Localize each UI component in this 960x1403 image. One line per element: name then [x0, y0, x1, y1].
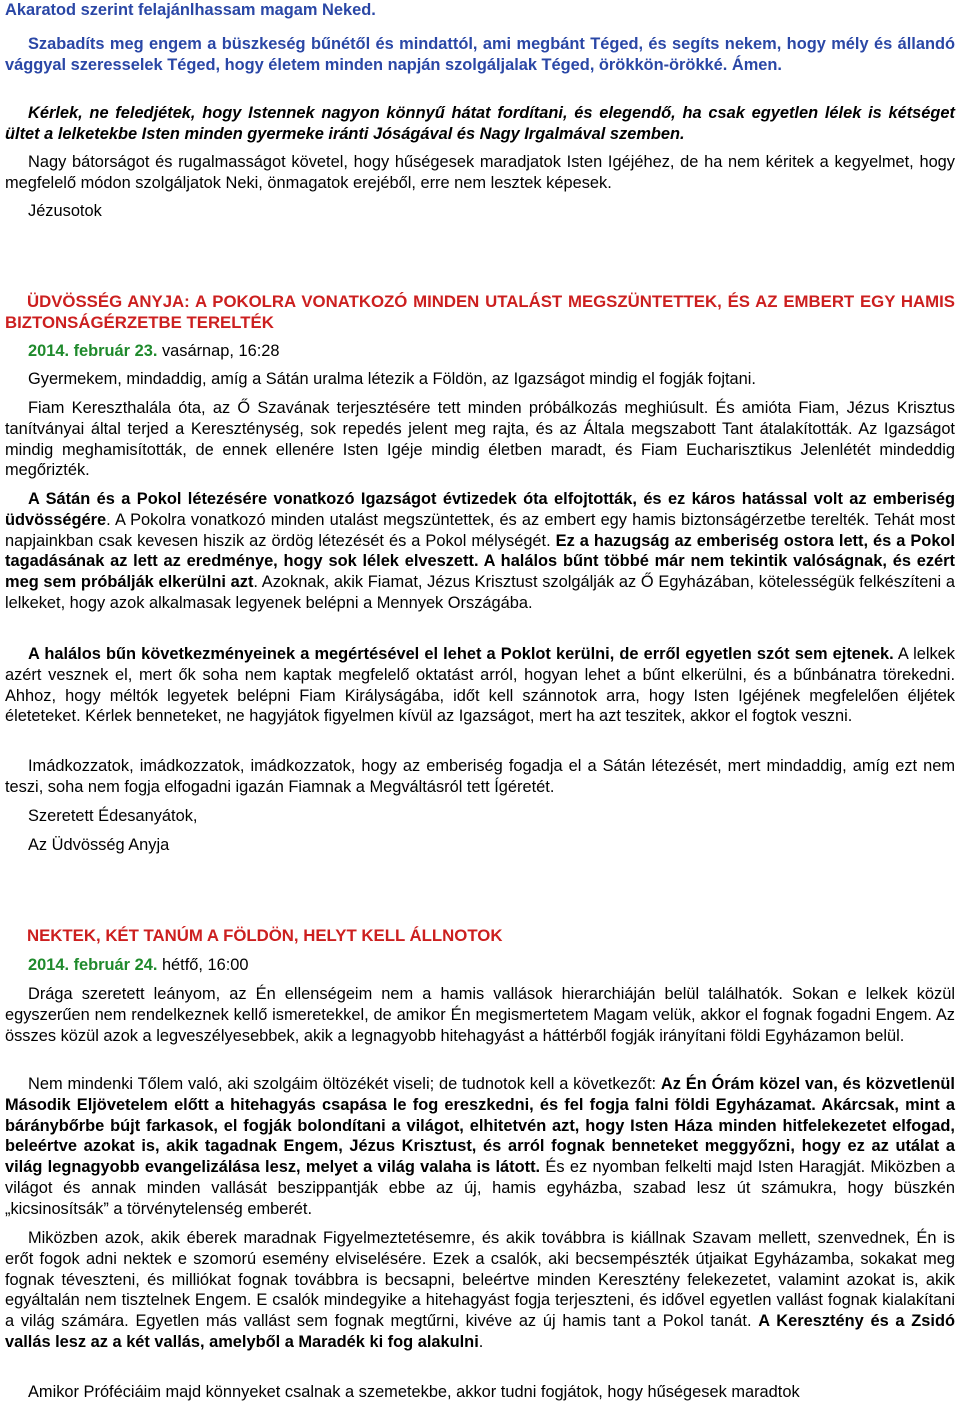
prayer-paragraph: Szabadíts meg engem a büszkeség bűnétől és mindattól, ami megbánt Téged, és segíts nekem, hogy mély és állandó vággyal szeresselek Téged, hogy életem minden napján szolgáljalak Téged, örökkön-örökké. Ámen.	[5, 35, 955, 74]
body-paragraph: Amikor Próféciáim majd könnyeket csalnak a szemetekbe, akkor tudni fogjátok, hogy hűségesek maradtok	[28, 1383, 800, 1401]
section-title: ÜDVÖSSÉG ANYJA: A POKOLRA VONATKOZÓ MINDEN UTALÁST MEGSZÜNTETTEK, ÉS AZ EMBERT EGY HAMIS BIZTONSÁGÉRZETBE TERELTÉK	[5, 292, 955, 332]
prayer-line: Akaratod szerint felajánlhassam magam Neked.	[5, 1, 376, 19]
section-date	[28, 341, 280, 361]
body-paragraph	[5, 489, 955, 614]
bold-text: A Sátán és a Pokol létezésére vonatkozó Igazságot évtizedek óta elfojtották, és ez káros hatással volt az emberiség üdvösségére	[5, 490, 955, 529]
day-time: hétfő, 16:00	[157, 956, 249, 974]
signature: Az Üdvösség Anyja	[28, 836, 170, 854]
day-time: vasárnap, 16:28	[157, 342, 280, 360]
bold-text: Ez a hazugság az emberiség ostora lett, és a Pokol tagadásának az lett az eredménye, hogy sok lélek elveszett. A halálos bűnt többé már nem tekintik valóságnak, és ezért meg sem próbálják elkerülni azt	[5, 531, 955, 592]
warning-paragraph: Kérlek, ne feledjétek, hogy Istennek nagyon könnyű hátat fordítani, és elegendő, ha csak egyetlen lélek is kétséget ültet a lelketekbe Isten minden gyermeke iránti Jóságával és Nagy Irgalmával szemben.	[5, 104, 955, 143]
body-paragraph: Imádkozzatok, imádkozzatok, imádkozzatok, hogy az emberiség fogadja el a Sátán létezését, mert mindaddig, amíg ezt nem teszi, soha nem fogja elfogadni igazán Fiamnak a Megváltásról tett Ígéretét.	[5, 757, 955, 796]
body-paragraph	[5, 644, 955, 727]
body-paragraph: Drága szeretett leányom, az Én ellenségeim nem a hamis vallások hierarchiáján belül találhatók. Sokan e lelkek közül egyszerűen nem rendelkeznek kellő ismeretekkel, de amikor Én megismertetem Magam velük, akkor el fognak fogadni Engem. Az összes közül azok a legveszélyesebbek, akik a legnagyobb hitehagyást a háttérből fogják irányítani földi Egyházamon belül.	[5, 985, 955, 1045]
bold-text: A Keresztény és a Zsidó vallás lesz az a két vallás, amelyből a Maradék ki fog alakulni	[5, 1312, 955, 1351]
signature: Szeretett Édesanyátok,	[28, 807, 198, 825]
date-value: 2014. február 23.	[28, 342, 158, 360]
plain-text: . A Pokolra vonatkozó minden utalást megszüntettek, és az embert egy hamis biztonságérzetbe terelték. Tehát most napjainkban csak kevesen hiszik az ördög létezését és a Pokol mélységét.	[5, 510, 955, 550]
signature: Jézusotok	[28, 202, 102, 220]
body-paragraph: Fiam Kereszthalála óta, az Ő Szavának terjesztésére tett minden próbálkozás meghiúsult. És amióta Fiam, Jézus Krisztus tanítványai által terjed a Kereszténység, sok repedés jelent meg rajta, és az Általa megszabott Tant átalakították. Az Igazságot mindig meghamisították, de ennek ellenére Isten Igéje mindig életben maradt, és Fiam Eucharisztikus Jelenlétét mindeddig megőrizték.	[5, 399, 955, 480]
body-paragraph: Gyermekem, mindaddig, amíg a Sátán uralma létezik a Földön, az Igazságot mindig el fogják fojtani.	[28, 370, 756, 388]
section-title: NEKTEK, KÉT TANÚM A FÖLDÖN, HELYT KELL ÁLLNOTOK	[27, 926, 503, 945]
plain-text: Miközben azok, akik éberek maradnak Figyelmeztetésemre, és akik továbbra is kiállnak Szavam mellett, szenvednek, Én is erőt fogok adni nektek e szomorú esemény elviselésére. Ezek a csalók, aki becsempészték útjaikat Egyházamba, sokakat meg fognak téveszteni, és milliókat fognak továbbra is becsapni, beleértve minden Keresztény felekezetet, valamint azokat is, akik egyáltalán nem tisztelnek Engem. E csalók mindegyike a hitehagyást fogja terjeszteni, és idővel egyetlen vallást fognak kialakítani a világ számára. Egyetlen más vallást sem fognak megtűrni, kivéve az új hamis tant a Pokol tanát.	[5, 1229, 955, 1331]
section-date	[28, 955, 249, 975]
bold-text: A halálos bűn következményeinek a megértésével el lehet a Poklot kerülni, de erről egyetlen szót sem ejtenek.	[28, 645, 894, 663]
bold-text: Az Én Órám közel van, és közvetlenül Második Eljövetelem előtt a hitehagyás csapása le fog ereszkedni, és fel fogja falni földi Egyházamat. Akárcsak, mint a báránybőrbe bújt farkasok, el fogják bolondítani a világot, elhitetvén azt, hogy Isten Háza minden hitfelekezetet elfogad, beleértve azokat is, akik tagadnak Engem, Jézus Krisztust, és arról fognak benneteket meggyőzni, hogy ez az utálat a világ legnagyobb evangelizálása lesz, melyet a világ valaha is látott.	[5, 1075, 955, 1177]
body-paragraph	[5, 1074, 955, 1220]
body-paragraph: Nagy bátorságot és rugalmasságot követel, hogy hűségesek maradjatok Isten Igéjéhez, de ha nem kéritek a kegyelmet, hogy megfelelő módon szolgáljatok Neki, önmagatok erejéből, erre nem lesztek képesek.	[5, 153, 955, 192]
plain-text: . Azoknak, akik Fiamat, Jézus Krisztust szolgálják az Ő Egyházában, kötelességük felkészíteni a lelkeket, hogy azok alkalmasak legyenek belépni a Mennyek Országába.	[5, 573, 955, 612]
plain-text: .	[478, 1332, 484, 1351]
plain-text: A lelkek azért vesznek el, mert ők soha nem kaptak megfelelő oktatást arról, hogyan lehet a bűnt elkerülni, és a bűnbánatra törekedni. Ahhoz, hogy méltók legyetek belépni Fiam Királyságába, időt kell szánnotok arra, hogy Isten Igéjének megfelelően éljétek életeteket. Kérlek benneteket, ne hagyjátok figyelmen kívül az Igazságot, mert ha azt teszitek, akkor el fogtok veszni.	[5, 645, 955, 726]
date-value: 2014. február 24.	[28, 956, 158, 974]
plain-text: És ez nyomban felkelti majd Isten Haragját. Miközben a világot és annak minden vallását beszippantják ebbe az új, hamis egyházba, szabad lesz út számukra, hogy büszkén „kicsinosítsák” a törvénytelenség emberét.	[5, 1158, 955, 1218]
body-paragraph	[5, 1228, 955, 1353]
plain-text: Nem mindenki Tőlem való, aki szolgáim öltözékét viseli; de tudnotok kell a következőt:	[28, 1075, 661, 1093]
